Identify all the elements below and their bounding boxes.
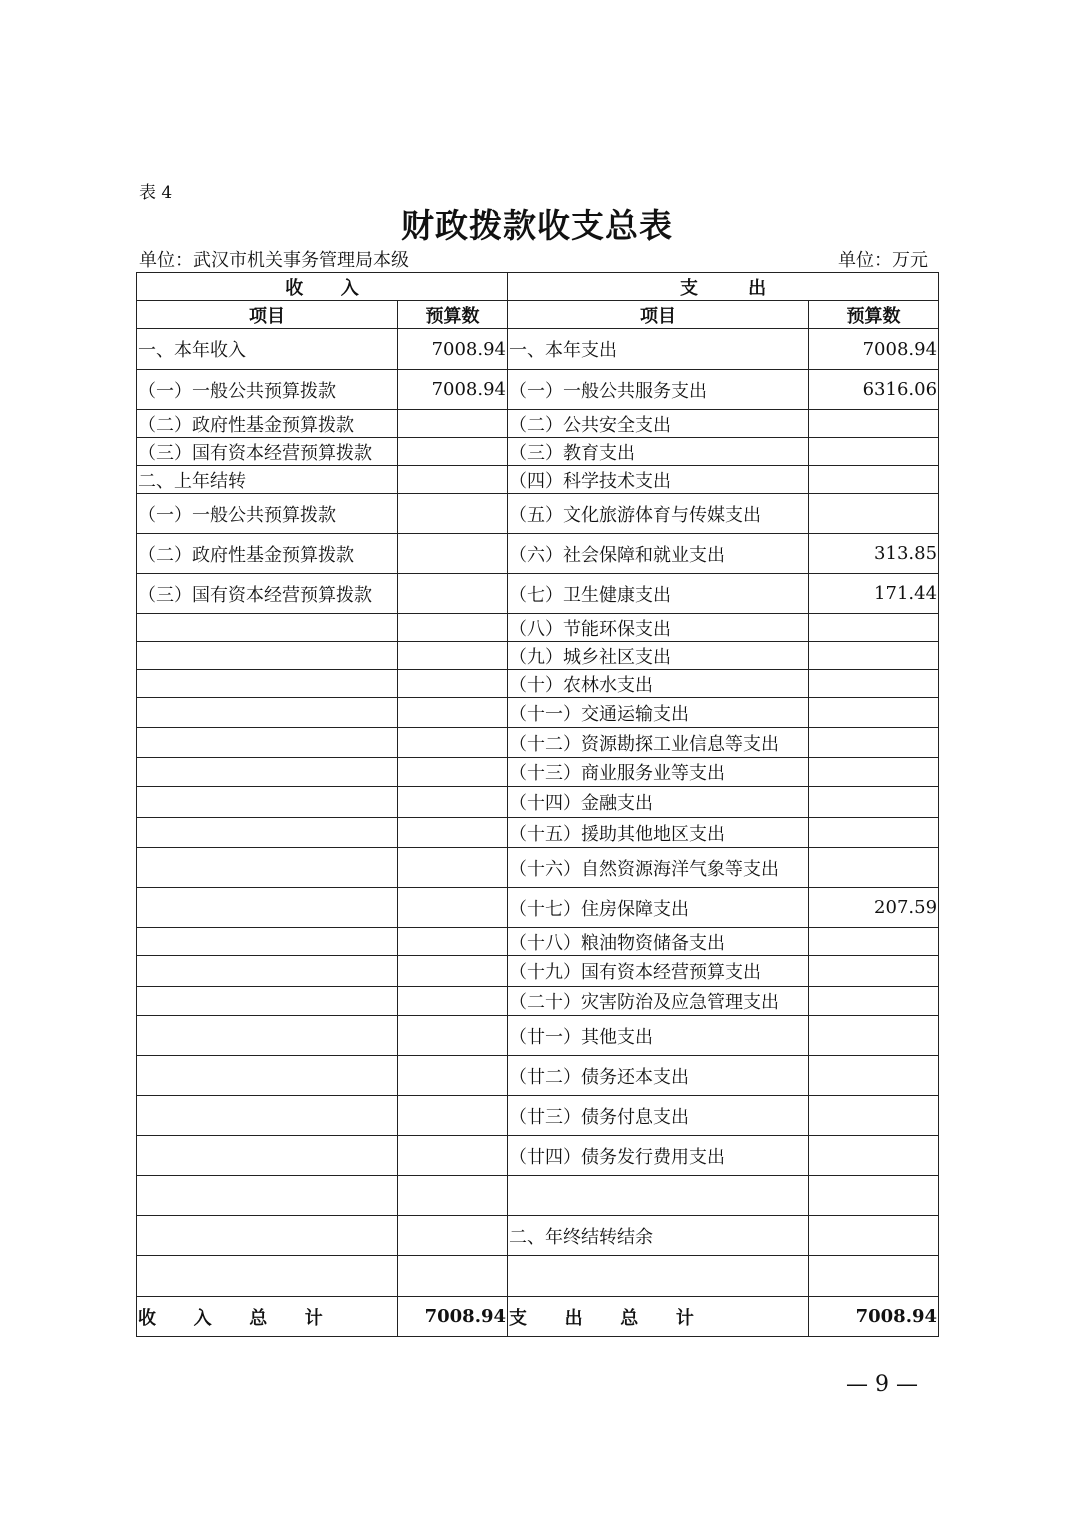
expense-item-cell: （十）农林水支出	[508, 670, 809, 698]
income-amount-cell	[398, 698, 508, 728]
unit-currency: 单位：万元	[838, 250, 928, 271]
expense-item-cell: （五）文化旅游体育与传媒支出	[508, 494, 809, 534]
expense-amount-cell: 313.85	[809, 534, 939, 574]
income-item-cell	[137, 698, 398, 728]
expense-amount-cell: 6316.06	[809, 370, 939, 410]
page-number: — 9 —	[846, 1372, 918, 1397]
income-amount-cell	[398, 466, 508, 494]
income-amount-cell	[398, 574, 508, 614]
expense-item-cell: （二）公共安全支出	[508, 410, 809, 438]
income-amount-cell	[398, 1056, 508, 1096]
expense-item-cell: 一、本年支出	[508, 329, 809, 370]
table-row	[137, 614, 939, 642]
expense-item-cell: （九）城乡社区支出	[508, 642, 809, 670]
income-amount-cell	[398, 1096, 508, 1136]
budget-summary-table	[136, 272, 939, 1337]
expense-amount-cell	[809, 987, 939, 1016]
income-amount-cell	[398, 642, 508, 670]
income-item-cell	[137, 1096, 398, 1136]
expense-amount-cell	[809, 670, 939, 698]
table-row	[137, 438, 939, 466]
header-row-groups	[137, 273, 939, 301]
table-row	[137, 574, 939, 614]
expense-amount-cell	[809, 928, 939, 956]
expense-amount-cell	[809, 787, 939, 818]
expense-item-cell: （十一）交通运输支出	[508, 698, 809, 728]
income-item-cell	[137, 848, 398, 888]
table-row	[137, 370, 939, 410]
income-amount-cell: 7008.94	[398, 370, 508, 410]
income-item-cell	[137, 614, 398, 642]
table-row	[137, 1056, 939, 1096]
income-item-cell: （一）一般公共预算拨款	[137, 370, 398, 410]
expense-item-cell: （十七）住房保障支出	[508, 888, 809, 928]
expense-amount-cell	[809, 1136, 939, 1176]
table-row	[137, 728, 939, 758]
income-item-cell	[137, 818, 398, 848]
expense-item-cell: 二、年终结转结余	[508, 1216, 809, 1256]
income-amount-cell	[398, 534, 508, 574]
table-row	[137, 466, 939, 494]
income-item-cell	[137, 1056, 398, 1096]
table-row	[137, 670, 939, 698]
income-item-cell	[137, 1016, 398, 1056]
expense-item-cell: （十八）粮油物资储备支出	[508, 928, 809, 956]
table-row	[137, 534, 939, 574]
income-item-cell	[137, 1256, 398, 1297]
income-item-cell	[137, 928, 398, 956]
expense-item-header: 项目	[508, 301, 809, 329]
income-amount-cell	[398, 818, 508, 848]
income-item-cell: （三）国有资本经营预算拨款	[137, 438, 398, 466]
income-amount-cell	[398, 410, 508, 438]
income-item-cell	[137, 888, 398, 928]
income-amount-cell	[398, 1176, 508, 1216]
table-row	[137, 329, 939, 370]
table-row	[137, 1096, 939, 1136]
income-amount-cell	[398, 987, 508, 1016]
table-row	[137, 410, 939, 438]
expense-item-cell: （四）科学技术支出	[508, 466, 809, 494]
table-row	[137, 928, 939, 956]
income-item-cell	[137, 670, 398, 698]
income-item-cell: （一）一般公共预算拨款	[137, 494, 398, 534]
expense-item-cell	[508, 1256, 809, 1297]
income-amount-cell: 7008.94	[398, 329, 508, 370]
table-row	[137, 888, 939, 928]
expense-amount-cell: 7008.94	[809, 329, 939, 370]
expense-amount-cell	[809, 438, 939, 466]
expense-amount-cell	[809, 1096, 939, 1136]
income-amount-cell	[398, 928, 508, 956]
table-row	[137, 987, 939, 1016]
income-item-cell	[137, 787, 398, 818]
income-amount-cell	[398, 1216, 508, 1256]
expense-item-cell: （二十）灾害防治及应急管理支出	[508, 987, 809, 1016]
income-amount-cell	[398, 494, 508, 534]
expense-amount-cell	[809, 758, 939, 787]
expense-amount-cell	[809, 1216, 939, 1256]
expense-item-cell: （十三）商业服务业等支出	[508, 758, 809, 787]
income-total-label: 收 入 总 计	[137, 1297, 398, 1337]
expense-amount-cell	[809, 1016, 939, 1056]
expense-amount-cell	[809, 698, 939, 728]
unit-organization: 单位：武汉市机关事务管理局本级	[139, 250, 409, 271]
expense-amount-cell	[809, 956, 939, 987]
income-amount-cell	[398, 848, 508, 888]
totals-row	[137, 1297, 939, 1337]
expense-amount-cell	[809, 728, 939, 758]
expense-item-cell: （十二）资源勘探工业信息等支出	[508, 728, 809, 758]
income-amount-cell	[398, 670, 508, 698]
income-item-cell	[137, 1136, 398, 1176]
expense-amount-cell: 207.59	[809, 888, 939, 928]
income-item-header: 项目	[137, 301, 398, 329]
income-amount-cell	[398, 758, 508, 787]
expense-item-cell	[508, 1176, 809, 1216]
income-item-cell: （二）政府性基金预算拨款	[137, 534, 398, 574]
income-item-cell	[137, 956, 398, 987]
expense-item-cell: （廿二）债务还本支出	[508, 1056, 809, 1096]
expense-item-cell: （一）一般公共服务支出	[508, 370, 809, 410]
income-item-cell	[137, 1176, 398, 1216]
expense-amount-cell	[809, 614, 939, 642]
expense-amount-cell	[809, 410, 939, 438]
expense-amount-cell	[809, 818, 939, 848]
expense-amount-cell	[809, 466, 939, 494]
income-item-cell: （二）政府性基金预算拨款	[137, 410, 398, 438]
income-item-cell	[137, 642, 398, 670]
expense-amount-cell: 171.44	[809, 574, 939, 614]
expense-item-cell: （廿三）债务付息支出	[508, 1096, 809, 1136]
header-row-columns	[137, 301, 939, 329]
expense-total-amount: 7008.94	[809, 1297, 939, 1337]
table-label: 表 4	[139, 183, 173, 203]
expense-item-cell: （七）卫生健康支出	[508, 574, 809, 614]
income-item-cell: （三）国有资本经营预算拨款	[137, 574, 398, 614]
expense-amount-cell	[809, 1256, 939, 1297]
income-amount-cell	[398, 1256, 508, 1297]
page-title: 财政拨款收支总表	[401, 206, 673, 245]
expense-item-cell: （廿一）其他支出	[508, 1016, 809, 1056]
income-item-cell: 一、本年收入	[137, 329, 398, 370]
income-total-amount: 7008.94	[398, 1297, 508, 1337]
expense-amount-cell	[809, 642, 939, 670]
expense-item-cell: （廿四）债务发行费用支出	[508, 1136, 809, 1176]
income-item-cell: 二、上年结转	[137, 466, 398, 494]
income-item-cell	[137, 1216, 398, 1256]
table-row	[137, 787, 939, 818]
table-row	[137, 848, 939, 888]
income-budget-header: 预算数	[398, 301, 508, 329]
table-row	[137, 494, 939, 534]
table-row	[137, 758, 939, 787]
expense-amount-cell	[809, 1176, 939, 1216]
expense-total-label: 支 出 总 计	[508, 1297, 809, 1337]
table-row	[137, 1016, 939, 1056]
income-amount-cell	[398, 1016, 508, 1056]
table-row	[137, 818, 939, 848]
expense-budget-header: 预算数	[809, 301, 939, 329]
income-amount-cell	[398, 1136, 508, 1176]
income-header: 收 入	[137, 273, 508, 301]
expense-amount-cell	[809, 494, 939, 534]
table-row	[137, 1136, 939, 1176]
income-amount-cell	[398, 728, 508, 758]
table-row	[137, 1256, 939, 1297]
income-amount-cell	[398, 888, 508, 928]
expense-item-cell: （八）节能环保支出	[508, 614, 809, 642]
expense-item-cell: （十五）援助其他地区支出	[508, 818, 809, 848]
income-amount-cell	[398, 787, 508, 818]
expense-item-cell: （六）社会保障和就业支出	[508, 534, 809, 574]
expense-item-cell: （十六）自然资源海洋气象等支出	[508, 848, 809, 888]
table-row	[137, 1216, 939, 1256]
expense-item-cell: （十四）金融支出	[508, 787, 809, 818]
expense-item-cell: （十九）国有资本经营预算支出	[508, 956, 809, 987]
income-item-cell	[137, 987, 398, 1016]
expense-amount-cell	[809, 1056, 939, 1096]
income-amount-cell	[398, 956, 508, 987]
income-amount-cell	[398, 614, 508, 642]
income-item-cell	[137, 728, 398, 758]
table-row	[137, 642, 939, 670]
table-row	[137, 956, 939, 987]
expense-amount-cell	[809, 848, 939, 888]
income-item-cell	[137, 758, 398, 787]
table-row	[137, 1176, 939, 1216]
income-amount-cell	[398, 438, 508, 466]
expense-header: 支 出	[508, 273, 939, 301]
expense-item-cell: （三）教育支出	[508, 438, 809, 466]
table-row	[137, 698, 939, 728]
